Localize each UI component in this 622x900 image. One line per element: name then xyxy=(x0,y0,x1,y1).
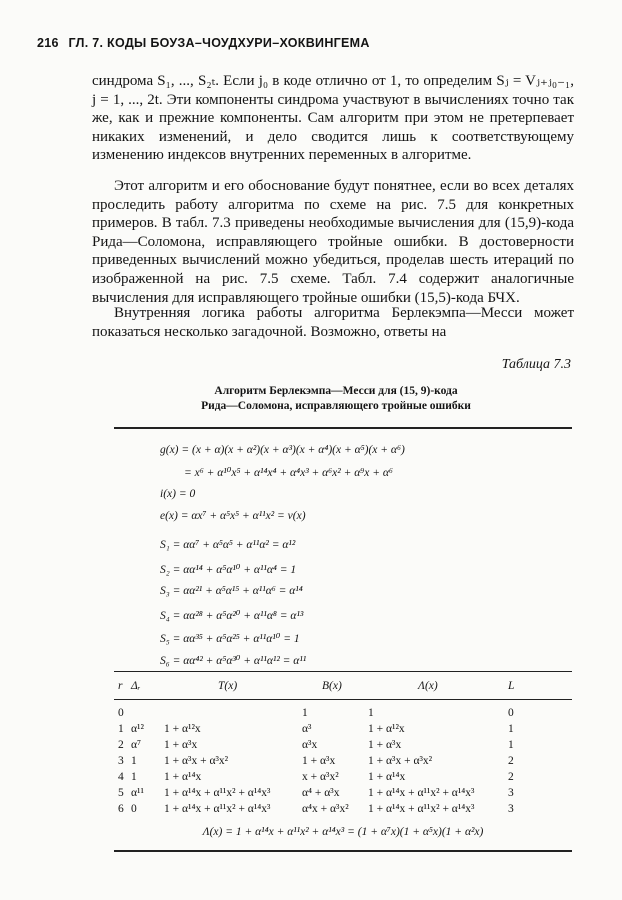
syndrome-s2: S₂ = αα¹⁴ + α⁵α¹⁰ + α¹¹α⁴ = 1 xyxy=(160,564,297,576)
table-cell: 1 + α³x + α³x² xyxy=(164,755,229,767)
table-cell: α⁷ xyxy=(131,739,142,751)
table-cell: α¹¹ xyxy=(131,787,144,799)
table-cell: 0 xyxy=(118,707,124,719)
table-cell: 1 + α³x xyxy=(302,755,336,767)
column-header: L xyxy=(508,680,515,692)
table-title-line: Рида—Соломона, исправляющего тройные ошибки xyxy=(201,400,471,412)
syndrome-s5: S₅ = αα³⁵ + α⁵α²⁵ + α¹¹α¹⁰ = 1 xyxy=(160,633,300,645)
table-cell: 1 + α¹⁴x xyxy=(368,771,406,783)
body-paragraph-2 xyxy=(92,177,574,307)
table-title xyxy=(96,384,576,414)
table-cell: 4 xyxy=(118,771,124,783)
table-cell: 1 + α¹⁴x + α¹¹x² + α¹⁴x³ xyxy=(164,803,271,815)
paragraph-text: синдрома S₁, ..., S₂ₜ. Если j₀ в коде отлично от 1, то определим Sⱼ = Vⱼ₊ⱼ₀₋₁, j = 1, ..., 2t. Эти компоненты синдрома участвуют в вычислениях точно так же, как и прежние компоненты. Сам алгоритм при этом не претерпевает никаких изменений, и дело сводится лишь к соответствующему изменению индексов внутренних переменных в алгоритме. xyxy=(92,73,574,164)
table-cell: 1 + α³x xyxy=(368,739,402,751)
generator-polynomial: g(x) = (x + α)(x + α²)(x + α³)(x + α⁴)(x + α⁵)(x + α⁶) xyxy=(160,444,405,456)
column-header: T(x) xyxy=(218,680,238,692)
table-header-rule xyxy=(114,671,572,672)
table-cell: 1 xyxy=(368,707,374,719)
table-cell: α¹² xyxy=(131,723,144,735)
syndrome-s4: S₄ = αα²⁸ + α⁵α²⁰ + α¹¹α⁸ = α¹³ xyxy=(160,610,304,622)
table-cell: 6 xyxy=(118,803,124,815)
table-cell: 2 xyxy=(508,755,514,767)
locator-polynomial-result: Λ(x) = 1 + α¹⁴x + α¹¹x² + α¹⁴x³ = (1 + α⁷x)(1 + α⁵x)(1 + α²x) xyxy=(202,826,484,838)
table-top-rule xyxy=(114,427,572,429)
information-polynomial: i(x) = 0 xyxy=(160,488,196,500)
page-number: 216 xyxy=(37,36,59,50)
table-cell: 1 + α³x xyxy=(164,739,198,751)
syndrome-s1: S₁ = αα⁷ + α⁵α⁵ + α¹¹α² = α¹² xyxy=(160,539,296,551)
running-title: ГЛ. 7. КОДЫ БОУЗА–ЧОУДХУРИ–ХОКВИНГЕМА xyxy=(68,36,370,50)
table-cell: 3 xyxy=(508,803,514,815)
table-cell: α⁴x + α³x² xyxy=(302,803,349,815)
table-cell: 1 xyxy=(131,771,137,783)
syndrome-s3: S₃ = αα²¹ + α⁵α¹⁵ + α¹¹α⁶ = α¹⁴ xyxy=(160,585,303,597)
table-title-line: Алгоритм Берлекэмпа—Месси для (15, 9)-кода xyxy=(214,385,458,397)
table-cell: 2 xyxy=(118,739,124,751)
table-label: Таблица 7.3 xyxy=(501,357,571,372)
table-cell: 2 xyxy=(508,771,514,783)
table-cell: α³ xyxy=(302,723,312,735)
table-cell: 0 xyxy=(131,803,137,815)
table-bottom-rule xyxy=(114,850,572,852)
table-cell: 1 + α¹⁴x + α¹¹x² + α¹⁴x³ xyxy=(368,787,475,799)
table-cell: 1 xyxy=(508,723,514,735)
table-body-rule xyxy=(114,699,572,700)
table-cell: 1 xyxy=(131,755,137,767)
table-cell: α⁴ + α³x xyxy=(302,787,340,799)
column-header: B(x) xyxy=(322,680,342,692)
column-header: r xyxy=(118,680,123,692)
table-cell: 1 + α¹⁴x + α¹¹x² + α¹⁴x³ xyxy=(368,803,475,815)
table-cell: α³x xyxy=(302,739,318,751)
table-cell: 1 + α¹²x xyxy=(368,723,405,735)
error-polynomial: e(x) = αx⁷ + α⁵x⁵ + α¹¹x² = v(x) xyxy=(160,510,306,522)
table-cell: 1 xyxy=(508,739,514,751)
table-cell: 3 xyxy=(118,755,124,767)
table-cell: 1 + α¹⁴x + α¹¹x² + α¹⁴x³ xyxy=(164,787,271,799)
table-cell: 5 xyxy=(118,787,124,799)
generator-polynomial-expanded: = x⁶ + α¹⁰x⁵ + α¹⁴x⁴ + α⁴x³ + α⁶x² + α⁹x + α⁶ xyxy=(184,467,393,479)
table-cell: 1 xyxy=(302,707,308,719)
table-cell: 1 xyxy=(118,723,124,735)
body-paragraph-1 xyxy=(92,72,574,165)
table-cell: 1 + α³x + α³x² xyxy=(368,755,433,767)
column-header: Λ(x) xyxy=(418,680,438,692)
paragraph-text: Этот алгоритм и его обоснование будут понятнее, если во всех деталях проследить работу алгоритма по схеме на рис. 7.5 для конкретных примеров. В табл. 7.3 приведены необходимые вычисления для (15,9)-кода Рида—Соломона, исправляющего тройные ошибки. В достоверности приведенных вычислений можно убедиться, проделав шесть итераций по изображенной на рис. 7.5 схеме. Табл. 7.4 содержит аналогичные вычисления для исправляющего тройные ошибки (15,5)-кода БЧХ. xyxy=(92,178,574,306)
column-header: Δᵣ xyxy=(131,680,141,692)
syndrome-s6: S₆ = αα⁴² + α⁵α³⁰ + α¹¹α¹² = α¹¹ xyxy=(160,655,307,667)
body-paragraph-3 xyxy=(92,304,574,341)
table-cell: x + α³x² xyxy=(302,771,339,783)
running-header xyxy=(37,36,577,50)
paragraph-text: Внутренняя логика работы алгоритма Берлекэмпа—Месси может показаться несколько загадочной. Возможно, ответы на xyxy=(92,305,574,340)
table-cell: 0 xyxy=(508,707,514,719)
table-cell: 1 + α¹²x xyxy=(164,723,201,735)
table-cell: 3 xyxy=(508,787,514,799)
table-cell: 1 + α¹⁴x xyxy=(164,771,202,783)
